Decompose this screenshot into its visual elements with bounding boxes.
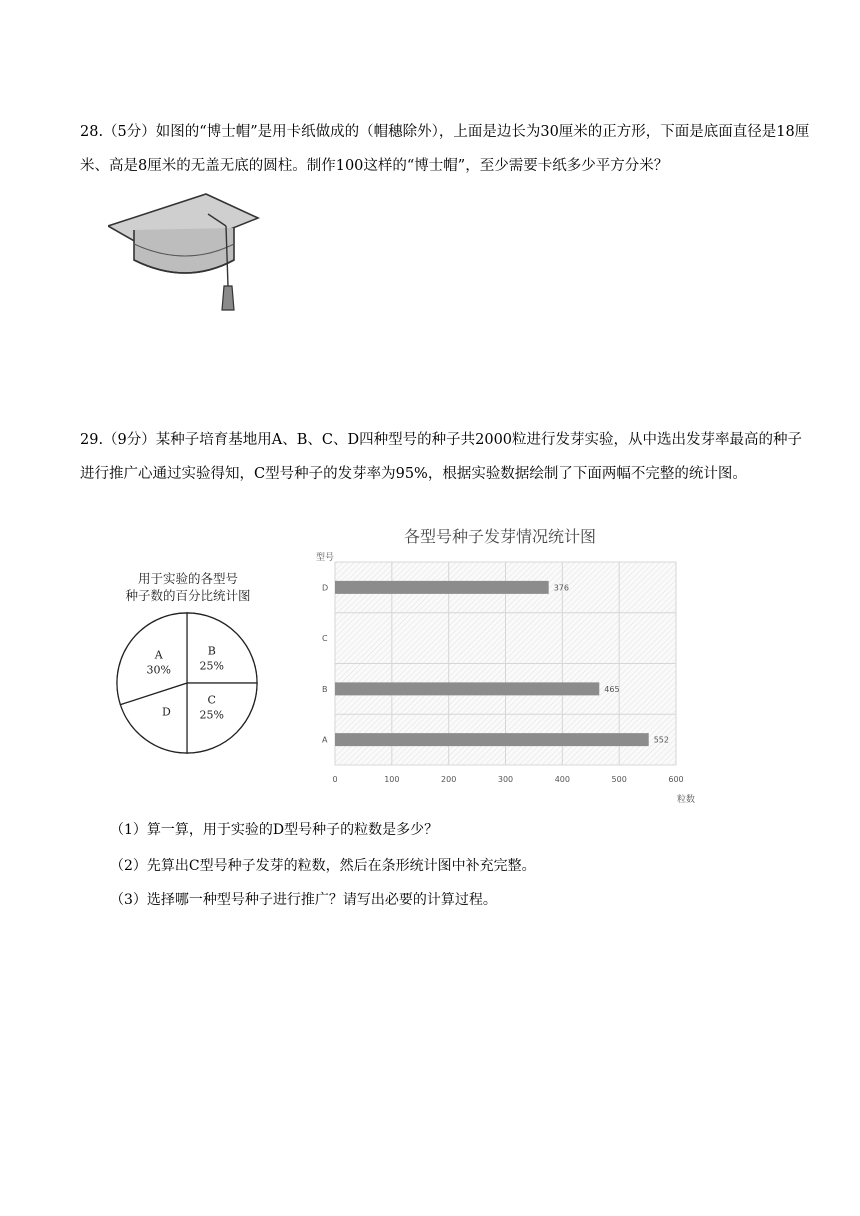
bar-value-b: 465 (604, 684, 620, 694)
bar-x-axis-label: 粒数 (676, 795, 696, 805)
bar-value-a: 552 (653, 735, 670, 745)
pie-title-line1: 用于实验的各型号 (137, 571, 238, 586)
pie-label-c: C (207, 693, 216, 707)
pie-label-d: D (162, 705, 171, 719)
bar-chart (300, 520, 720, 810)
doctoral-cap-illustration (108, 188, 268, 316)
sub-question-1: （1）算一算，用于实验的D型号种子的粒数是多少？ (110, 822, 439, 838)
bar-category-d: D (322, 583, 329, 593)
bar-x-tick-300: 300 (497, 775, 514, 784)
pie-label-b: B (207, 644, 216, 658)
bar-category-a: A (322, 735, 328, 745)
bar-a (335, 733, 649, 746)
bar-category-c: C (322, 634, 328, 644)
pie-value-c: 25% (199, 708, 224, 722)
pie-label-a: A (154, 648, 163, 662)
bar-x-tick-0: 0 (332, 775, 338, 784)
bar-x-tick-600: 600 (668, 775, 684, 784)
sub-question-3: （3）选择哪一种型号种子进行推广？请写出必要的计算过程。 (110, 892, 497, 908)
bar-x-tick-500: 500 (611, 775, 627, 784)
pie-value-b: 25% (199, 659, 224, 673)
pie-chart (108, 570, 268, 758)
bar-b (335, 682, 599, 695)
bar-category-b: B (322, 684, 328, 694)
bar-x-tick-400: 400 (554, 775, 570, 784)
pie-title-line2: 种子数的百分比统计图 (125, 588, 251, 603)
pie-slice-b (187, 613, 257, 683)
question-29-text: 29.（9分）某种子培育基地用A、B、C、D四种型号的种子共2000粒进行发芽实验，从中选出发芽率最高的种子进行推广心通过实验得知，C型号种子的发芽率为95%，根据实验数据绘制了下面两幅不完整的统计图。 (80, 432, 803, 482)
bar-x-tick-200: 200 (441, 775, 457, 784)
pie-value-a: 30% (146, 663, 171, 677)
sub-question-2: （2）先算出C型号种子发芽的粒数，然后在条形统计图中补充完整。 (110, 858, 536, 874)
question-28-text: 28.（5分）如图的“博士帽”是用卡纸做成的（帽穗除外），上面是边长为30厘米的正方形，下面是底面直径是18厘米、高是8厘米的无盖无底的圆柱。制作100这样的“博士帽”，至少需要卡纸多少平方分米？ (80, 124, 810, 174)
bar-x-tick-100: 100 (384, 775, 400, 784)
bar-y-axis-label: 型号 (316, 553, 335, 563)
pie-svg (112, 608, 262, 758)
bar-value-d: 376 (553, 583, 569, 593)
bar-d (335, 581, 549, 594)
bar-chart-title: 各型号种子发芽情况统计图 (403, 527, 597, 546)
